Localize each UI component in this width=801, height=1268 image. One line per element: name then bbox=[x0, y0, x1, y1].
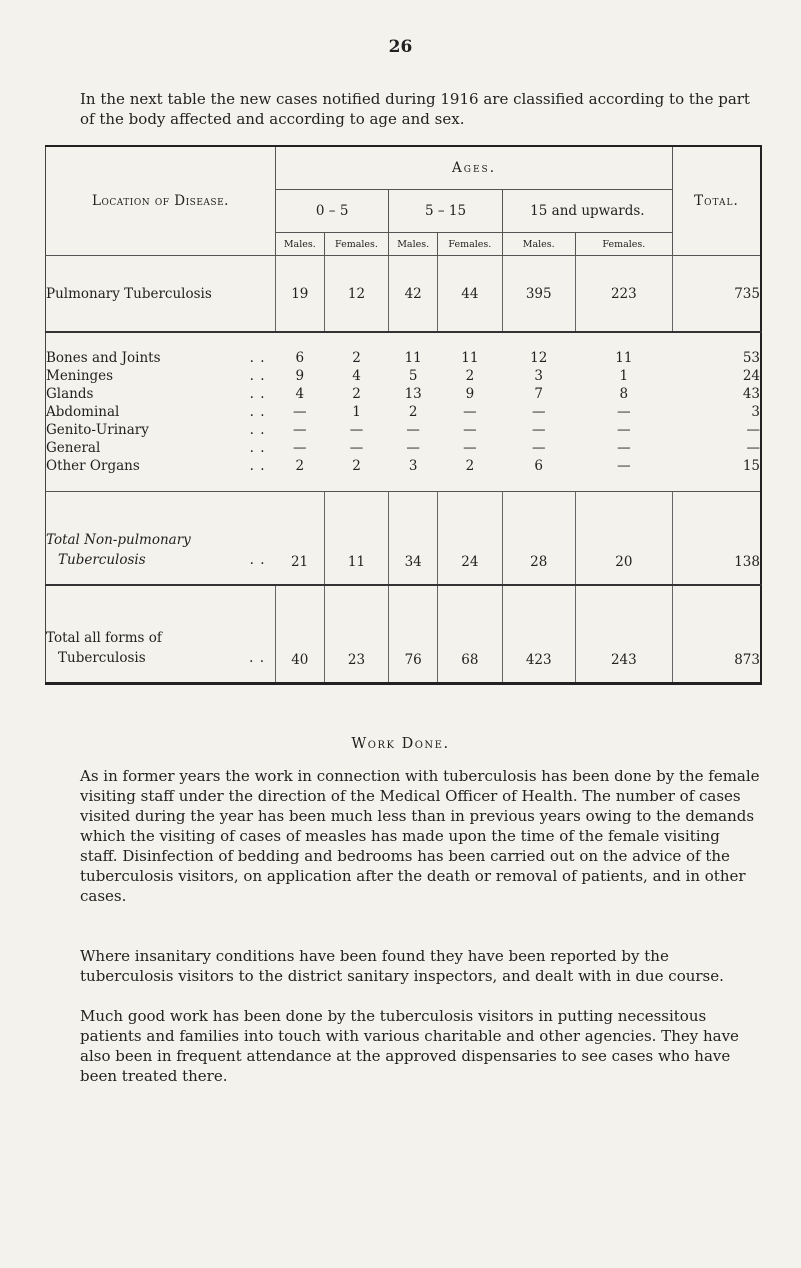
row-label-text: Other Organs bbox=[46, 458, 140, 474]
table-cell: 76 bbox=[389, 585, 438, 684]
table-cell-total: 735 bbox=[673, 256, 762, 333]
table-cell: — bbox=[349, 440, 364, 456]
table-cell: — bbox=[531, 422, 546, 438]
table-cell: — bbox=[617, 422, 631, 438]
table-cell: 2 bbox=[352, 386, 361, 402]
row-label-text: Bones and Joints bbox=[46, 350, 161, 366]
table-cell: 3 bbox=[534, 368, 544, 384]
row-label-text: Abdominal bbox=[46, 404, 120, 420]
row-label bbox=[46, 367, 276, 385]
table-cell: 44 bbox=[437, 256, 502, 333]
table-cell: 5 bbox=[408, 368, 418, 384]
row-label bbox=[46, 585, 276, 684]
table-cell-total: 873 bbox=[673, 585, 762, 684]
leader-dots: . . bbox=[249, 404, 266, 420]
sex-header: Females. bbox=[437, 233, 502, 256]
table-row bbox=[46, 421, 762, 439]
row-label: Pulmonary Tuberculosis bbox=[46, 256, 276, 333]
table-cell: 12 bbox=[324, 256, 389, 333]
table-cell: 4 bbox=[295, 386, 305, 402]
table-cell: — bbox=[293, 404, 307, 420]
table-cell: 12 bbox=[530, 350, 548, 366]
table-cell: — bbox=[406, 440, 420, 456]
table-cell: 6 bbox=[295, 350, 305, 366]
table-cell: 2 bbox=[408, 404, 418, 420]
table-cell: — bbox=[463, 440, 477, 456]
table-cell: 42 bbox=[389, 256, 438, 333]
table-cell: 8 bbox=[619, 386, 629, 402]
table-cell: 3 bbox=[389, 457, 438, 492]
table-row bbox=[46, 367, 762, 385]
table-cell: 11 bbox=[615, 350, 633, 366]
paragraph: As in former years the work in connection with tuberculosis has been done by the female visiting staff under the direction of the Medical Officer of Health. The number of cases visited during the year has been much less than in previous years owing to the demands which the visiting of cases of measles has made upon the time of the female visiting staff. Disinfection of bedding and bedrooms has been carried out on the advice of the tuberculosis visitors, on application after the death or removal of patients, and in other cases. bbox=[80, 767, 760, 905]
table-cell: 9 bbox=[295, 368, 305, 384]
table-cell: 34 bbox=[389, 492, 438, 586]
table-cell: 223 bbox=[575, 256, 672, 333]
row-label-text: General bbox=[46, 440, 101, 456]
table-cell-total: 43 bbox=[742, 386, 760, 402]
table-cell: 243 bbox=[575, 585, 672, 684]
sex-header: Females. bbox=[324, 233, 389, 256]
table-row bbox=[46, 439, 762, 457]
table-row-non-pulmonary bbox=[46, 492, 762, 586]
table-cell: 423 bbox=[502, 585, 575, 684]
ages-header: Ages. bbox=[276, 146, 673, 190]
row-label bbox=[46, 385, 276, 403]
row-label-line2: Tuberculosis bbox=[58, 552, 146, 568]
table-cell-total: 53 bbox=[742, 350, 760, 366]
table-cell: — bbox=[406, 422, 420, 438]
sex-header: Females. bbox=[575, 233, 672, 256]
table-cell: — bbox=[293, 422, 307, 438]
table-cell: 2 bbox=[352, 350, 361, 366]
table-cell: 11 bbox=[404, 350, 422, 366]
row-label bbox=[46, 421, 276, 439]
table-cell: 13 bbox=[404, 386, 422, 402]
leader-dots: . . bbox=[249, 458, 266, 474]
table-cell: — bbox=[293, 440, 307, 456]
row-label-line1: Total Non-pulmonary bbox=[46, 532, 191, 548]
leader-dots: . . bbox=[249, 650, 265, 666]
row-label bbox=[46, 492, 276, 586]
table-cell-total: — bbox=[746, 422, 760, 438]
page-number: 26 bbox=[388, 37, 413, 57]
total-header: Total. bbox=[673, 146, 762, 256]
table-row bbox=[46, 403, 762, 421]
table-cell-total: 138 bbox=[673, 492, 762, 586]
table-cell: 20 bbox=[575, 492, 672, 586]
table-cell-total: 3 bbox=[751, 404, 760, 420]
table-cell: 11 bbox=[461, 350, 479, 366]
section-title: Work Done. bbox=[351, 736, 450, 752]
row-label-line1: Total all forms of bbox=[46, 630, 162, 646]
table-cell: 2 bbox=[465, 368, 475, 384]
table-cell: 9 bbox=[465, 386, 475, 402]
age-group-0-5: 0 – 5 bbox=[276, 190, 389, 233]
table-cell: 24 bbox=[437, 492, 502, 586]
table-row bbox=[46, 385, 762, 403]
table-cell: 2 bbox=[437, 457, 502, 492]
row-label-text: Meninges bbox=[46, 368, 114, 384]
tuberculosis-table bbox=[45, 145, 762, 685]
table-row-all-forms bbox=[46, 585, 762, 684]
leader-dots: . . bbox=[249, 422, 266, 438]
table-cell-total: — bbox=[746, 440, 760, 456]
leader-dots: . . bbox=[249, 368, 266, 384]
paragraph: Much good work has been done by the tuberculosis visitors in putting necessitous patients and families into touch with various charitable and other agencies. They have also been in frequent attendance at the approved dispensaries to see cases who have been treated there. bbox=[80, 1007, 739, 1085]
row-label-text: Genito-Urinary bbox=[46, 422, 149, 438]
leader-dots: . . bbox=[249, 350, 266, 366]
table-cell: — bbox=[617, 440, 631, 456]
location-header: Location of Disease. bbox=[46, 146, 276, 256]
table-cell: 1 bbox=[352, 404, 361, 420]
table-cell: 7 bbox=[534, 386, 544, 402]
table-cell-total: 15 bbox=[673, 457, 762, 492]
table-cell: 19 bbox=[276, 256, 325, 333]
leader-dots: . . bbox=[249, 552, 266, 568]
table-cell: 11 bbox=[324, 492, 389, 586]
age-group-15-up: 15 and upwards. bbox=[502, 190, 672, 233]
row-label-text: Glands bbox=[46, 386, 94, 402]
table-cell: — bbox=[463, 422, 477, 438]
table-cell: — bbox=[531, 440, 546, 456]
row-label bbox=[46, 439, 276, 457]
leader-dots: . . bbox=[249, 386, 266, 402]
table-cell: — bbox=[575, 457, 672, 492]
age-group-5-15: 5 – 15 bbox=[389, 190, 502, 233]
sex-header: Males. bbox=[389, 233, 438, 256]
table-cell: 21 bbox=[276, 492, 325, 586]
table-cell: 4 bbox=[352, 368, 361, 384]
table-cell: — bbox=[531, 404, 546, 420]
sex-header: Males. bbox=[276, 233, 325, 256]
table-cell: 2 bbox=[276, 457, 325, 492]
table-cell-total: 24 bbox=[742, 368, 760, 384]
table-row bbox=[46, 457, 762, 492]
row-label bbox=[46, 332, 276, 367]
table-cell: 28 bbox=[502, 492, 575, 586]
sex-header: Males. bbox=[502, 233, 575, 256]
table-cell: 1 bbox=[619, 368, 629, 384]
table-cell: 40 bbox=[276, 585, 325, 684]
leader-dots: . . bbox=[249, 440, 266, 456]
table-cell: 6 bbox=[502, 457, 575, 492]
table-cell: — bbox=[617, 404, 631, 420]
row-label bbox=[46, 403, 276, 421]
row-label-line2: Tuberculosis bbox=[58, 650, 146, 666]
intro-paragraph: In the next table the new cases notified during 1916 are classified according to the part of the body affected and according to age and sex. bbox=[80, 90, 750, 128]
table-cell: 395 bbox=[502, 256, 575, 333]
table-cell: — bbox=[463, 404, 477, 420]
table-cell: 23 bbox=[324, 585, 389, 684]
row-label bbox=[46, 457, 276, 492]
paragraph: Where insanitary conditions have been found they have been reported by the tuberculosis visitors to the district sanitary inspectors, and dealt with in due course. bbox=[80, 947, 724, 985]
table-cell: 2 bbox=[324, 457, 389, 492]
table-row bbox=[46, 332, 762, 367]
table-cell: 68 bbox=[437, 585, 502, 684]
table-cell: — bbox=[349, 422, 364, 438]
table-row-pulmonary bbox=[46, 256, 762, 333]
